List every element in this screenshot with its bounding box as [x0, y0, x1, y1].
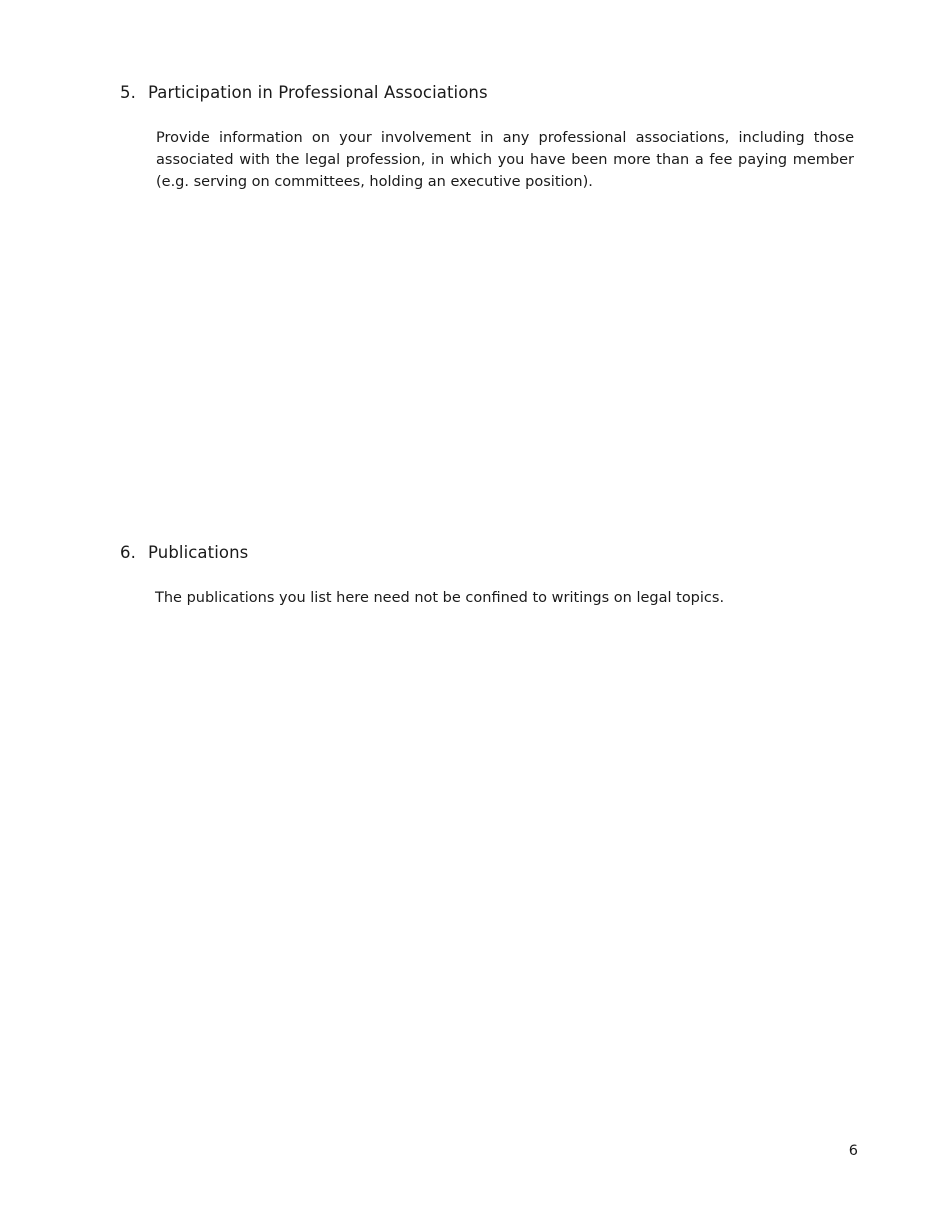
section-heading-professional-associations — [120, 83, 488, 102]
section-title: Publications — [148, 543, 249, 562]
section-number: 6. — [120, 543, 136, 562]
section-number: 5. — [120, 83, 136, 102]
section-heading-publications — [120, 543, 248, 562]
section-instructions-publications: The publications you list here need not be confined to writings on legal topics. — [155, 590, 725, 606]
section-title: Participation in Professional Associations — [148, 83, 488, 102]
page-number: 6 — [848, 1143, 858, 1159]
section-instructions-professional-associations: Provide information on your involvement in any professional associations, including those associated with the legal profession, in which you have been more than a fee paying member (e.g. serving on committees, holding an executive position). — [156, 130, 854, 190]
